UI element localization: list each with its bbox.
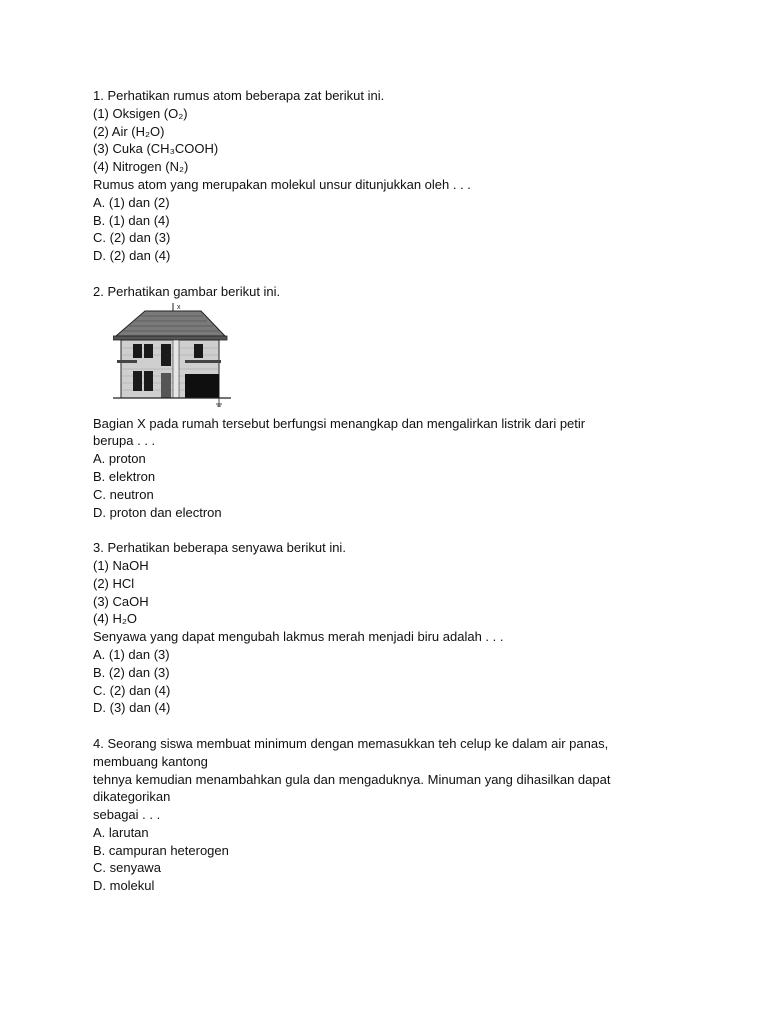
- question-4-prompt: 4. Seorang siswa membuat minimum dengan memasukkan teh celup ke dalam air panas,: [93, 735, 609, 751]
- item-4: (4) Nitrogen (N₂): [93, 159, 189, 175]
- question-4-prompt-cont-1: membuang kantong: [93, 753, 208, 769]
- option-a: A. (1) dan (2): [93, 194, 170, 210]
- item-2: (2) Air (H₂O): [93, 123, 165, 139]
- question-2-stem: Bagian X pada rumah tersebut berfungsi menangkap dan mengalirkan listrik dari petir: [93, 415, 586, 431]
- spacer: [93, 521, 713, 539]
- question-1-prompt: 1. Perhatikan rumus atom beberapa zat berikut ini.: [93, 88, 385, 103]
- question-1: [93, 87, 713, 265]
- option-b: B. (2) dan (3): [93, 664, 170, 680]
- option-d: D. (2) dan (4): [93, 248, 171, 264]
- option-c: C. senyawa: [93, 860, 161, 876]
- option-d: D. (3) dan (4): [93, 700, 171, 716]
- item-4: (4) H₂O: [93, 611, 138, 627]
- worksheet-page: [93, 87, 713, 895]
- question-2-prompt: 2. Perhatikan gambar berikut ini.: [93, 283, 281, 299]
- option-c: C. (2) dan (4): [93, 682, 171, 698]
- item-1: (1) Oksigen (O₂): [93, 105, 188, 121]
- figure-label-x: x: [177, 303, 181, 311]
- spacer: [93, 717, 713, 735]
- option-b: B. elektron: [93, 468, 156, 484]
- question-4: [93, 735, 713, 895]
- question-2-stem-cont: berupa . . .: [93, 433, 156, 449]
- question-4-prompt-cont-3: dikategorikan: [93, 789, 171, 805]
- house-figure: [113, 303, 263, 415]
- question-1-stem: Rumus atom yang merupakan molekul unsur ditunjukkan oleh . . .: [93, 176, 471, 192]
- question-3-stem: Senyawa yang dapat mengubah lakmus merah menjadi biru adalah . . .: [93, 629, 504, 645]
- question-2: [93, 283, 713, 522]
- option-a: A. proton: [93, 451, 146, 467]
- question-3: [93, 539, 713, 717]
- option-d: D. molekul: [93, 878, 155, 894]
- spacer: [93, 265, 713, 283]
- item-1: (1) NaOH: [93, 557, 149, 573]
- item-3: (3) CaOH: [93, 593, 149, 609]
- item-3: (3) Cuka (CH₃COOH): [93, 141, 219, 157]
- item-2: (2) HCl: [93, 575, 135, 591]
- option-d: D. proton dan electron: [93, 504, 222, 520]
- question-4-prompt-cont-2: tehnya kemudian menambahkan gula dan mengaduknya. Minuman yang dihasilkan dapat: [93, 771, 611, 787]
- house-illustration-icon: [113, 303, 263, 415]
- option-c: C. neutron: [93, 486, 154, 502]
- option-a: A. (1) dan (3): [93, 646, 170, 662]
- option-c: C. (2) dan (3): [93, 230, 171, 246]
- option-b: B. (1) dan (4): [93, 212, 170, 228]
- question-4-prompt-cont-4: sebagai . . .: [93, 807, 161, 823]
- option-b: B. campuran heterogen: [93, 842, 229, 858]
- option-a: A. larutan: [93, 824, 149, 840]
- question-3-prompt: 3. Perhatikan beberapa senyawa berikut ini.: [93, 540, 346, 556]
